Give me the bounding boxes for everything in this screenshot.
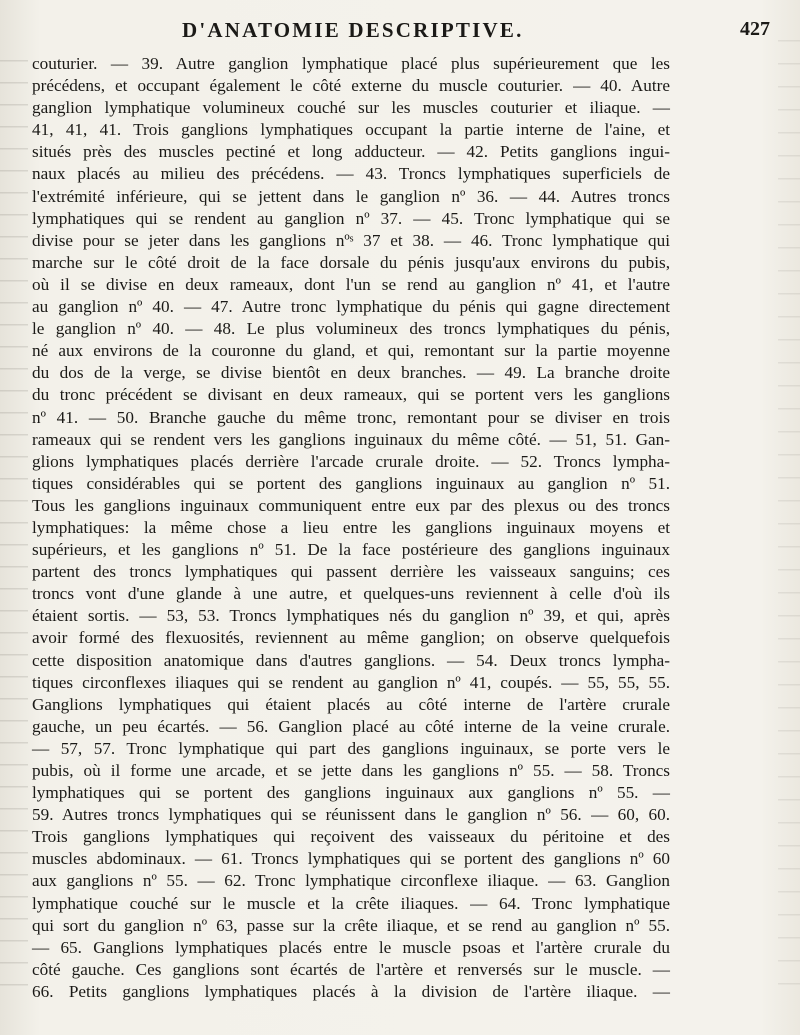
page-header [32, 14, 772, 46]
text-line: partent des troncs lymphatiques qui passent derrière les vaisseaux sanguins; ces [32, 562, 670, 582]
text-line: lymphatiques: la même chose a lieu entre les ganglions inguinaux moyens et [32, 517, 670, 537]
text-line: nº 41. — 50. Branche gauche du même tronc, remontant pour se diviser en trois [32, 407, 670, 427]
text-line: lymphatique couché sur le muscle et la crête iliaques. — 64. Tronc lymphatique [32, 893, 670, 913]
text-line: côté gauche. Ces ganglions sont écartés de l'artère et renversés sur le muscle. — [32, 959, 670, 979]
text-line: lymphatiques qui se rendent au ganglion nº 37. — 45. Tronc lymphatique qui se [32, 208, 670, 228]
text-line: muscles abdominaux. — 61. Troncs lymphatiques qui se portent des ganglions nº 60 [32, 849, 670, 869]
text-line: 66. Petits ganglions lymphatiques placés à la division de l'artère iliaque. — [32, 981, 670, 1001]
text-line: Ganglions lymphatiques qui étaient placés au côté interne de l'artère crurale [32, 694, 670, 714]
text-line: divise pour se jeter dans les ganglions nºˢ 37 et 38. — 46. Tronc lymphatique qui [32, 230, 670, 250]
text-line: pubis, où il forme une arcade, et se jette dans les ganglions nº 55. — 58. Troncs [32, 761, 670, 780]
text-line: tiques circonflexes iliaques qui se rendent au ganglion nº 41, coupés. — 55, 55, 55. [32, 672, 670, 692]
text-line: étaient sortis. — 53, 53. Troncs lymphatiques nés du ganglion nº 39, et qui, après [32, 606, 670, 626]
text-line: du tronc précédent se divisant en deux rameaux, qui se portent vers les ganglions [32, 385, 670, 405]
text-line: naux placés au milieu des précédens. — 43. Troncs lymphatiques superficiels de [32, 164, 670, 184]
text-line: cette disposition anatomique dans d'autres ganglions. — 54. Deux troncs lympha- [32, 650, 670, 670]
body-text [32, 53, 670, 1003]
text-line: supérieurs, et les ganglions nº 51. De la face postérieure des ganglions inguinaux [32, 540, 670, 560]
running-head: D'ANATOMIE DESCRIPTIVE. [182, 18, 524, 42]
text-line: tiques considérables qui se portent des ganglions inguinaux au ganglion nº 51. [32, 473, 670, 493]
text-line: au ganglion nº 40. — 47. Autre tronc lymphatique du pénis qui gagne directement [32, 297, 670, 317]
text-line: 59. Autres troncs lymphatiques qui se réunissent dans le ganglion nº 56. — 60, 60. [32, 805, 670, 825]
text-line: lymphatiques qui se portent des ganglions inguinaux aux ganglions nº 55. — [32, 783, 670, 803]
text-line: né aux environs de la couronne du gland, et qui, remontant sur la partie moyenne [32, 341, 670, 361]
text-line: couturier. — 39. Autre ganglion lymphatique placé plus supérieurement que les [32, 54, 670, 73]
text-line: du dos de la verge, se divise bientôt en deux branches. — 49. La branche droite [32, 363, 670, 383]
text-line: avoir formé des flexuosités, reviennent au même ganglion; on observe quelquefois [32, 628, 670, 648]
text-line: aux ganglions nº 55. — 62. Tronc lymphatique circonflexe iliaque. — 63. Ganglion [32, 871, 670, 891]
text-line: où il se divise en deux rameaux, dont l'un se rend au ganglion nº 41, et l'autre [32, 274, 670, 294]
text-line: l'extrémité inférieure, qui se jettent dans le ganglion nº 36. — 44. Autres troncs [32, 186, 670, 206]
text-line: marche sur le côté droit de la face dorsale du pénis jusqu'aux environs du pubis, [32, 252, 670, 272]
text-line: Trois ganglions lymphatiques qui reçoivent des vaisseaux du péritoine et des [32, 827, 670, 847]
text-line: situés près des muscles pectiné et long adducteur. — 42. Petits ganglions ingui- [32, 142, 670, 162]
page-number: 427 [740, 18, 770, 40]
text-line: gauche, un peu écartés. — 56. Ganglion placé au côté interne de la veine crurale. [32, 716, 670, 736]
text-line: — 65. Ganglions lymphatiques placés entre le muscle psoas et l'artère crurale du [32, 937, 670, 957]
text-line: troncs vont d'une glande à une autre, et quelques-uns reviennent à celle d'où ils [32, 584, 670, 604]
text-line: rameaux qui se rendent vers les ganglions inguinaux du même côté. — 51, 51. Gan- [32, 429, 670, 449]
right-margin-bleed-through [778, 40, 800, 1000]
text-line: ganglion lymphatique volumineux couché sur les muscles couturier et iliaque. — [32, 98, 670, 118]
text-line: 41, 41, 41. Trois ganglions lymphatiques occupant la partie interne de l'aine, et [32, 120, 670, 140]
text-line: le ganglion nº 40. — 48. Le plus volumineux des troncs lymphatiques du pénis, [32, 319, 670, 339]
text-line: glions lymphatiques placés derrière l'arcade crurale droite. — 52. Troncs lympha- [32, 451, 670, 471]
left-margin-bleed-through [0, 60, 28, 1000]
text-line: qui sort du ganglion nº 63, passe sur la crête iliaque, et se rend au ganglion nº 55. [32, 915, 670, 935]
text-line: — 57, 57. Tronc lymphatique qui part des ganglions inguinaux, se porte vers le [32, 738, 670, 758]
text-line: précédens, et occupant également le côté externe du muscle couturier. — 40. Autre [32, 76, 670, 96]
text-line: Tous les ganglions inguinaux communiquent entre eux par des plexus ou des troncs [32, 495, 670, 515]
